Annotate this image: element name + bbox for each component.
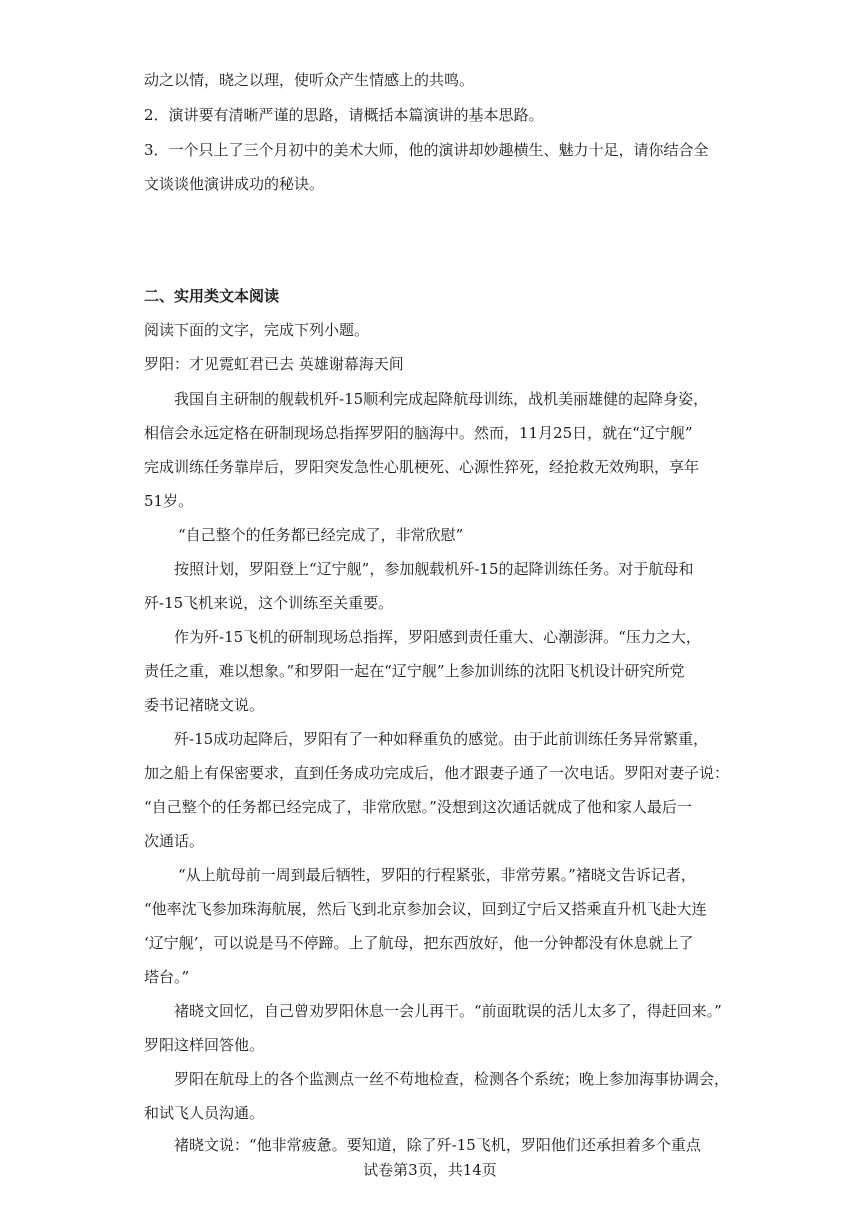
question-2: 2．演讲要有清晰严谨的思路，请概括本篇演讲的基本思路。 <box>144 106 544 124</box>
paragraph-line: 次通话。 <box>144 832 205 850</box>
paragraph-line: 完成训练任务靠岸后，罗阳突发急性心肌梗死、心源性猝死，经抢救无效殉职，享年 <box>144 458 700 476</box>
article-title: 罗阳：才见霓虹君已去 英雄谢幕海天间 <box>144 355 404 373</box>
instruction-text: 阅读下面的文字，完成下列小题。 <box>144 321 370 339</box>
paragraph-line: 相信会永远定格在研制现场总指挥罗阳的脑海中。然而，11月25日，就在“辽宁舰” <box>144 424 693 442</box>
question-3-line-1: 3．一个只上了三个月初中的美术大师，他的演讲却妙趣横生、魅力十足，请你结合全 <box>144 141 709 159</box>
page-footer: 试卷第3页，共14页 <box>363 1161 497 1179</box>
paragraph-line: 作为歼-15飞机的研制现场总指挥，罗阳感到责任重大、心潮澎湃。“压力之大， <box>174 628 701 646</box>
paragraph-line: ‘辽宁舰’，可以说是马不停蹄。上了航母，把东西放好，他一分钟都没有休息就上了 <box>144 934 694 952</box>
paragraph-line: 罗阳在航母上的各个监测点一丝不苟地检查，检测各个系统；晚上参加海事协调会， <box>174 1070 730 1088</box>
paragraph-line: 我国自主研制的舰载机歼-15顺利完成起降航母训练，战机美丽雄健的起降身姿， <box>174 390 709 408</box>
section-heading: 二、实用类文本阅读 <box>144 287 280 305</box>
paragraph-line: 加之船上有保密要求，直到任务成功完成后，他才跟妻子通了一次电话。罗阳对妻子说： <box>144 764 730 782</box>
paragraph-line: 按照计划，罗阳登上“辽宁舰”，参加舰载机歼-15的起降训练任务。对于航母和 <box>174 560 694 578</box>
paragraph-line: “他率沈飞参加珠海航展，然后飞到北京参加会议，回到辽宁后又搭乘直升机飞赴大连 <box>144 900 707 918</box>
continuation-text: 动之以情，晓之以理，使听众产生情感上的共鸣。 <box>144 71 475 89</box>
paragraph-line: 和试飞人员沟通。 <box>144 1104 265 1122</box>
paragraph-line: 委书记褚晓文说。 <box>144 696 265 714</box>
paragraph-line: 褚晓文说：“他非常疲惫。要知道，除了歼-15飞机，罗阳他们还承担着多个重点 <box>174 1136 701 1154</box>
paragraph-line: 罗阳这样回答他。 <box>144 1036 265 1054</box>
paragraph-line: “从上航母前一周到最后牺牲，罗阳的行程紧张，非常劳累。”褚晓文告诉记者， <box>178 866 696 884</box>
paragraph-line: 歼-15飞机来说，这个训练至关重要。 <box>144 594 394 612</box>
paragraph-line: 歼-15成功起降后，罗阳有了一种如释重负的感觉。由于此前训练任务异常繁重， <box>174 730 709 748</box>
paragraph-line: 褚晓文回忆，自己曾劝罗阳休息一会儿再干。“前面耽误的活儿太多了，得赶回来。” <box>174 1002 722 1020</box>
paragraph-line: 塔台。” <box>144 968 190 986</box>
question-3-line-2: 文谈谈他演讲成功的秘诀。 <box>144 175 325 193</box>
paragraph-line: 51岁。 <box>144 492 194 510</box>
paragraph-line: “自己整个的任务都已经完成了，非常欣慰。”没想到这次通话就成了他和家人最后一 <box>144 798 692 816</box>
paragraph-line: 责任之重，难以想象。”和罗阳一起在“辽宁舰”上参加训练的沈阳飞机设计研究所党 <box>144 662 685 680</box>
subheading-quote: “自己整个的任务都已经完成了，非常欣慰” <box>178 526 464 544</box>
